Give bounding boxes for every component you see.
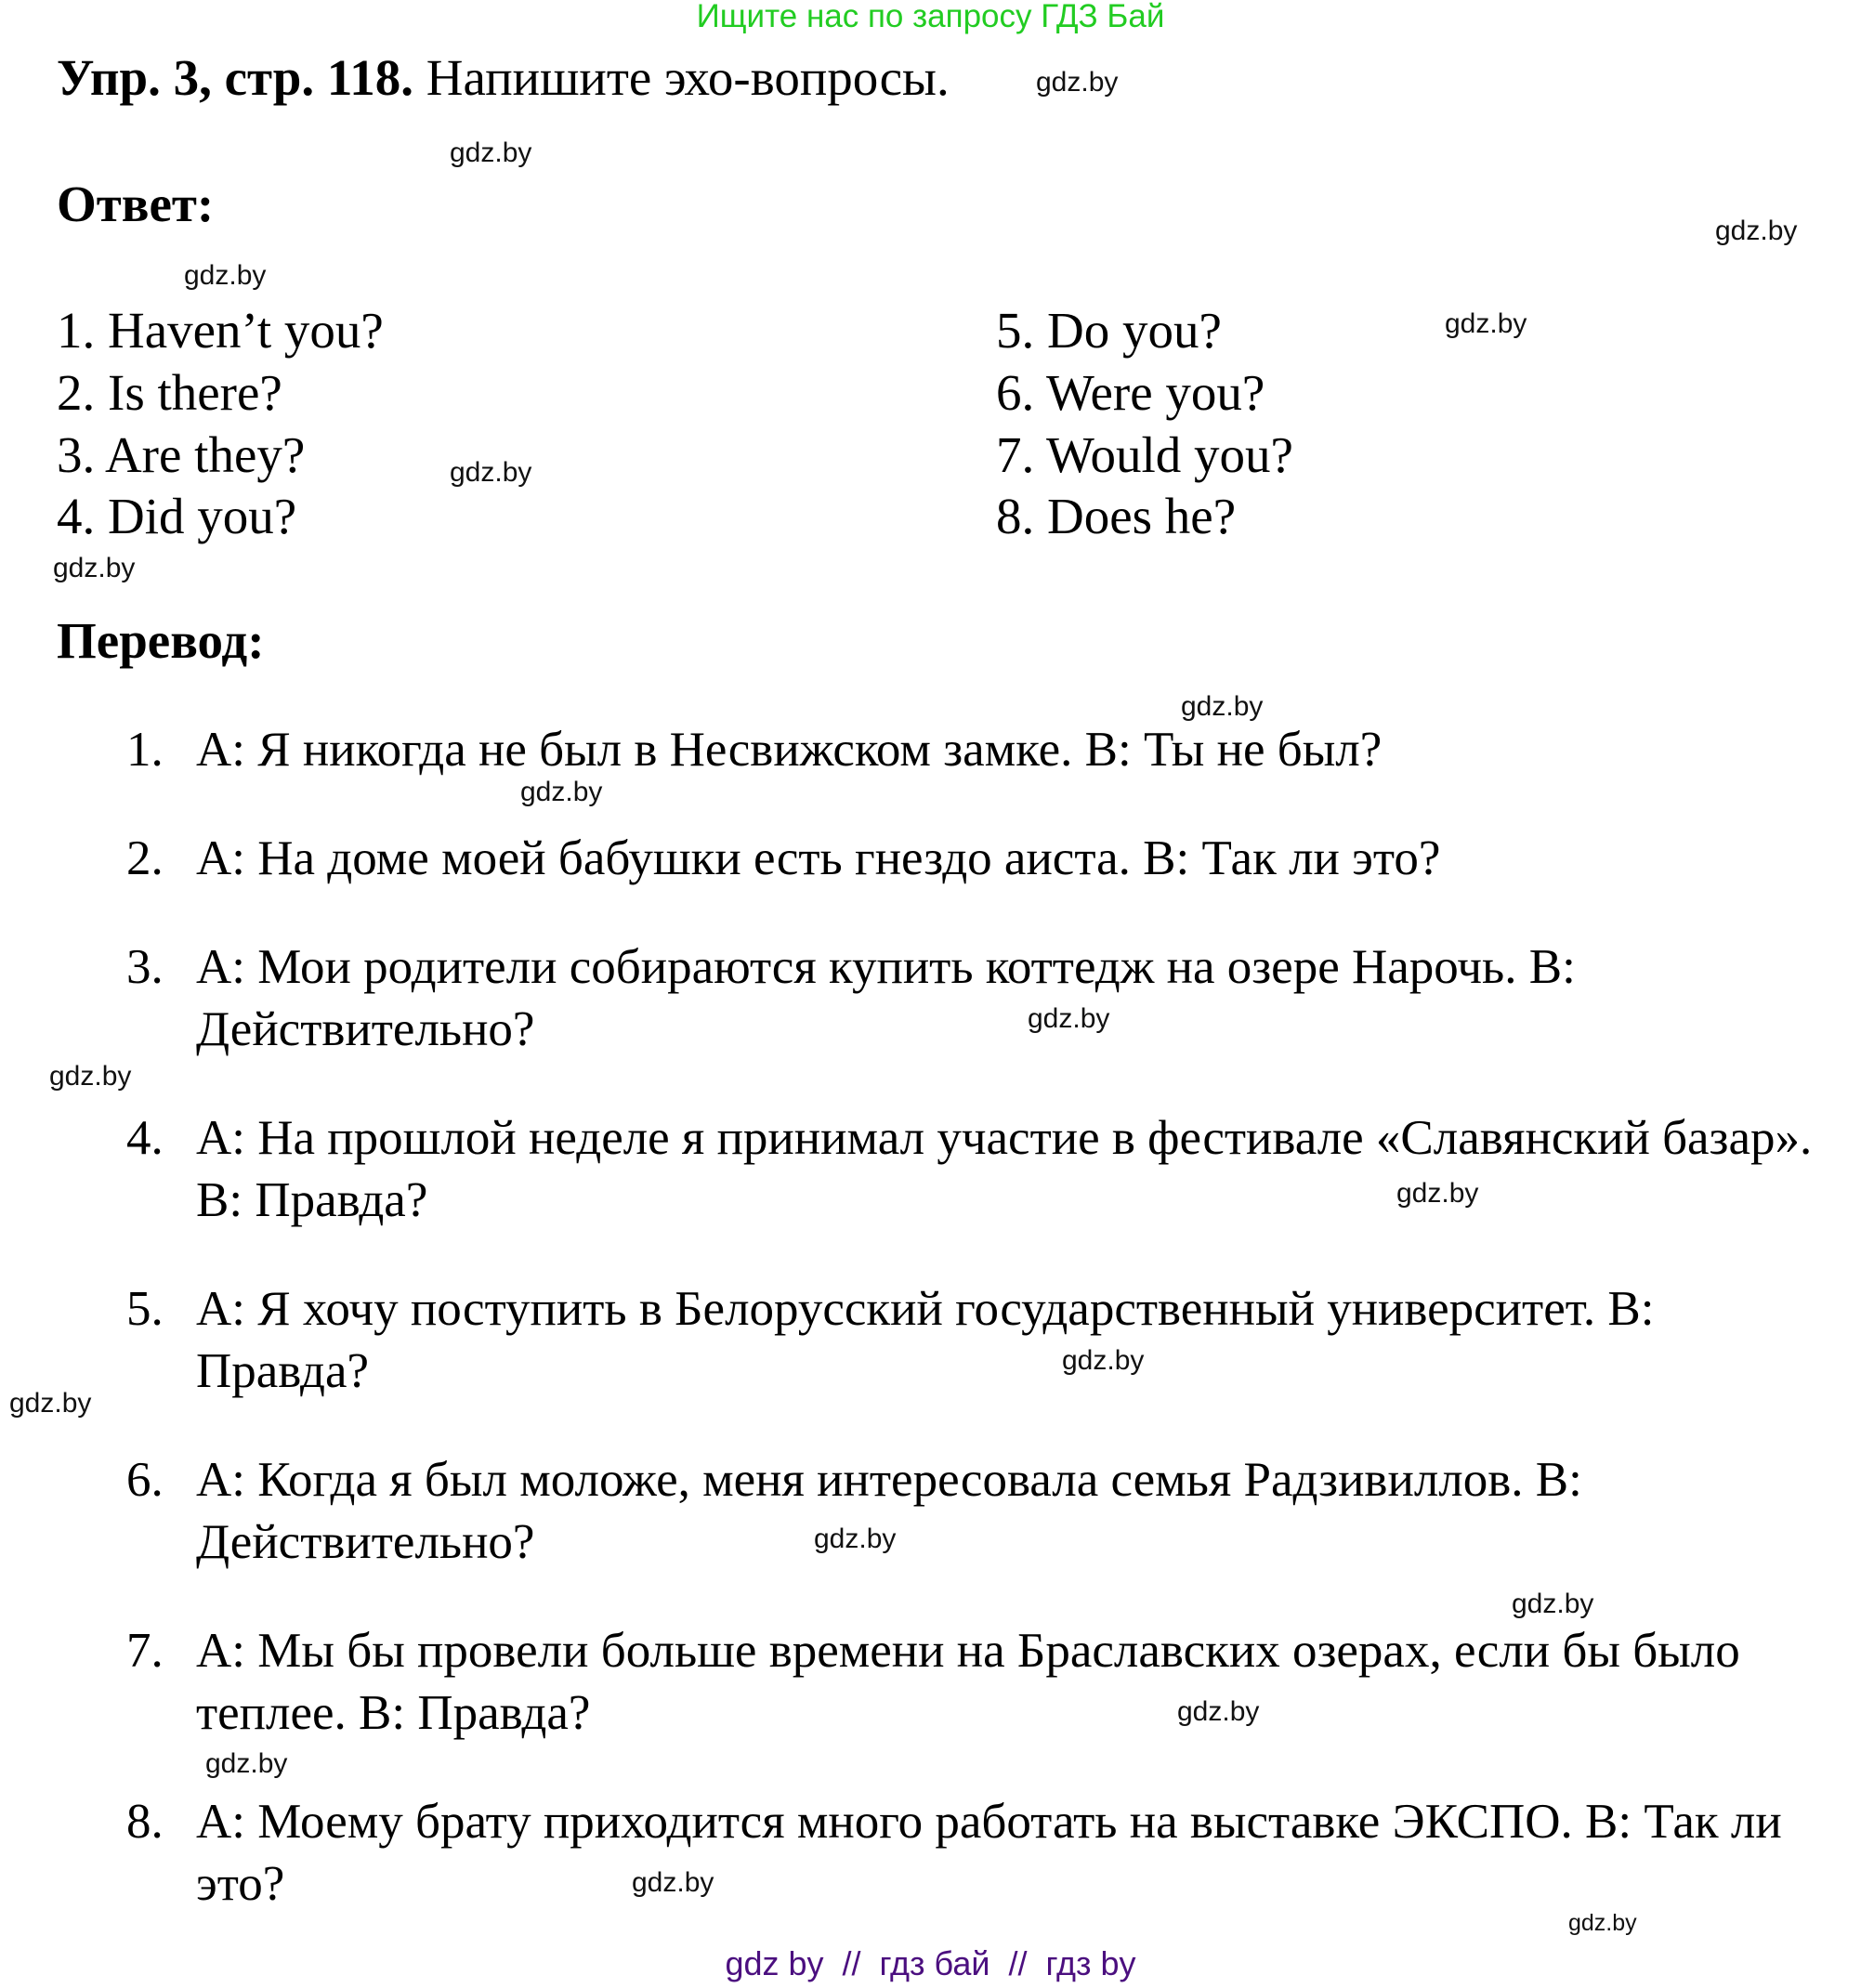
translation-text: А: Моему брату приходится много работать на выставке ЭКСПО. В: Так ли это? <box>196 1795 1782 1911</box>
translation-text: А: Я никогда не был в Несвижском замке. В: Ты не был? <box>196 723 1383 777</box>
watermark: gdz.by <box>49 1061 132 1092</box>
translation-text: А: Мы бы провели больше времени на Браславских озерах, если бы было теплее. В: Правда? <box>196 1624 1740 1740</box>
translation-number: 4. <box>126 1111 164 1165</box>
translation-number: 3. <box>126 940 164 994</box>
watermark: gdz.by <box>1568 1910 1637 1936</box>
watermark: gdz.by <box>9 1388 92 1419</box>
watermark: gdz.by <box>814 1524 897 1554</box>
translation-heading: Перевод: <box>57 612 265 669</box>
watermark: gdz.by <box>450 457 532 488</box>
exercise-number: Упр. 3, стр. 118. <box>57 49 414 106</box>
exercise-task: Напишите эхо-вопросы. <box>426 49 950 106</box>
translation-text: А: На доме моей бабушки есть гнездо аиста. В: Так ли это? <box>196 831 1441 885</box>
translation-text: А: На прошлой неделе я принимал участие в фестивале «Славянский базар». В: Правда? <box>196 1111 1813 1227</box>
watermark: gdz.by <box>1396 1178 1479 1209</box>
watermark: gdz.by <box>53 553 136 583</box>
watermark: gdz.by <box>1715 216 1798 246</box>
search-banner: Ищите нас по запросу ГДЗ Бай <box>696 0 1165 34</box>
answer-heading: Ответ: <box>57 176 215 232</box>
watermark: gdz.by <box>450 137 532 168</box>
footer-links: gdz by // гдз бай // гдз by <box>725 1944 1136 1982</box>
answer-item: 5. Do you? <box>996 302 1222 359</box>
watermark: gdz.by <box>1028 1003 1110 1034</box>
translation-number: 1. <box>126 723 164 777</box>
answer-item: 8. Does he? <box>996 488 1237 544</box>
translation-number: 5. <box>126 1282 164 1336</box>
translation-number: 8. <box>126 1795 164 1849</box>
answer-item: 6. Were you? <box>996 364 1265 421</box>
watermark: gdz.by <box>520 777 603 807</box>
watermark: gdz.by <box>184 260 267 291</box>
answer-item: 3. Are they? <box>57 426 306 483</box>
watermark: gdz.by <box>1445 308 1527 339</box>
watermark: gdz.by <box>1036 67 1119 98</box>
watermark: gdz.by <box>1062 1345 1145 1376</box>
answer-item: 1. Haven’t you? <box>57 302 384 359</box>
translation-number: 7. <box>126 1624 164 1678</box>
watermark: gdz.by <box>1177 1696 1260 1727</box>
exercise-title <box>57 48 950 107</box>
watermark: gdz.by <box>205 1748 288 1779</box>
translation-number: 6. <box>126 1453 164 1507</box>
answer-item: 2. Is there? <box>57 364 282 421</box>
translation-text: А: Я хочу поступить в Белорусский государственный университет. В: Правда? <box>196 1282 1655 1398</box>
watermark: gdz.by <box>632 1867 714 1898</box>
watermark: gdz.by <box>1512 1589 1594 1619</box>
answer-item: 7. Would you? <box>996 426 1293 483</box>
watermark: gdz.by <box>1181 691 1264 722</box>
translation-number: 2. <box>126 831 164 885</box>
translation-text: А: Когда я был моложе, меня интересовала семья Радзивиллов. В: Действительно? <box>196 1453 1582 1569</box>
translation-text: А: Мои родители собираются купить коттедж на озере Нарочь. В: Действительно? <box>196 940 1576 1056</box>
answer-item: 4. Did you? <box>57 488 297 544</box>
